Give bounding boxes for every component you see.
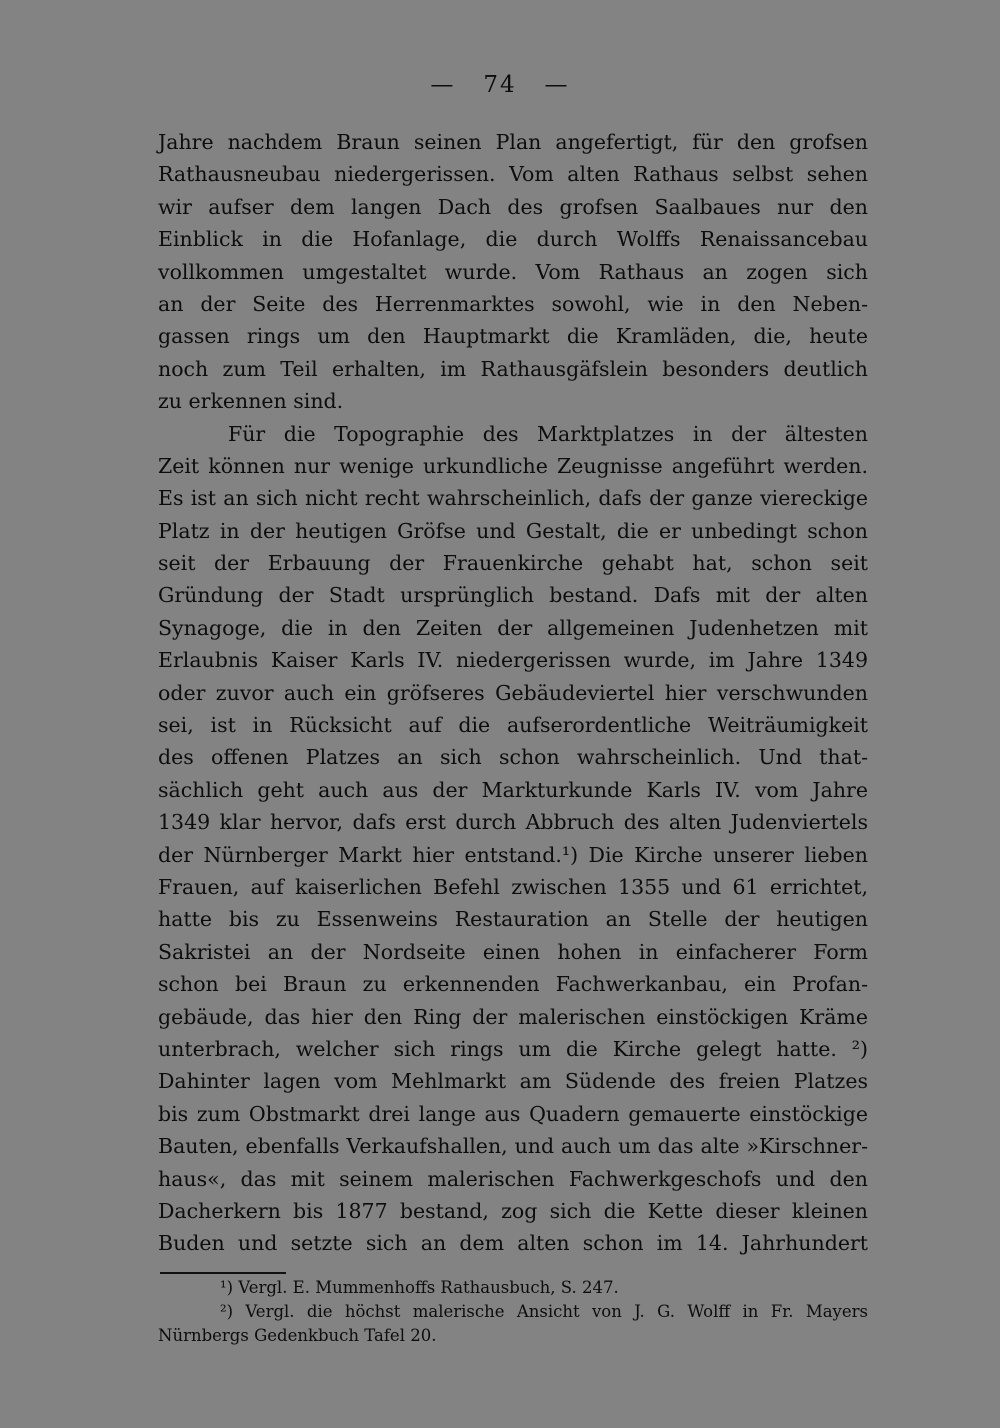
- footnote-line: Nürnbergs Gedenkbuch Tafel 20.: [158, 1326, 437, 1345]
- text-line: sei, ist in Rücksicht auf die aufserordentliche Weiträumigkeit: [158, 713, 868, 738]
- text-line: Dacherkern bis 1877 bestand, zog sich die Kette dieser kleinen: [158, 1198, 868, 1223]
- text-line: gebäude, das hier den Ring der malerischen einstöckigen Kräme: [158, 1004, 868, 1029]
- text-line: gassen rings um den Hauptmarkt die Kramläden, die, heute: [158, 324, 868, 349]
- body-text: [158, 126, 868, 1260]
- text-line: haus«, das mit seinem malerischen Fachwerkgeschofs und den: [158, 1166, 868, 1191]
- footnote-line: ¹) Vergl. E. Mummenhoffs Rathausbuch, S. 247.: [220, 1278, 619, 1297]
- text-line: Buden und setzte sich an dem alten schon im 14. Jahrhundert: [158, 1231, 868, 1256]
- page-number: — 74 —: [430, 72, 570, 98]
- text-line: zu erkennen sind.: [158, 389, 344, 414]
- text-line: Bauten, ebenfalls Verkaufshallen, und auch um das alte »Kirschner-: [158, 1134, 868, 1159]
- text-line: oder zuvor auch ein gröfseres Gebäudeviertel hier verschwunden: [158, 680, 868, 705]
- text-line: Zeit können nur wenige urkundliche Zeugnisse angeführt werden.: [158, 453, 868, 478]
- footnote-divider: [160, 1272, 286, 1274]
- text-line: noch zum Teil erhalten, im Rathausgäfslein besonders deutlich: [158, 356, 868, 381]
- text-line: Platz in der heutigen Gröfse und Gestalt, die er unbedingt schon: [158, 518, 868, 543]
- text-line: Sakristei an der Nordseite einen hohen in einfacherer Form: [158, 939, 868, 964]
- text-line: Erlaubnis Kaiser Karls IV. niedergerissen wurde, im Jahre 1349: [158, 648, 868, 673]
- text-line: schon bei Braun zu erkennenden Fachwerkanbau, ein Profan-: [158, 972, 868, 997]
- text-line: sächlich geht auch aus der Markturkunde Karls IV. vom Jahre: [158, 777, 868, 802]
- text-line: bis zum Obstmarkt drei lange aus Quadern gemauerte einstöckige: [158, 1101, 868, 1126]
- text-line: hatte bis zu Essenweins Restauration an Stelle der heutigen: [158, 907, 868, 932]
- text-line: Einblick in die Hofanlage, die durch Wolffs Renaissancebau: [158, 227, 868, 252]
- text-line: Gründung der Stadt ursprünglich bestand. Dafs mit der alten: [158, 583, 868, 608]
- text-line: wir aufser dem langen Dach des grofsen Saalbaues nur den: [158, 194, 868, 219]
- text-line: der Nürnberger Markt hier entstand.¹) Die Kirche unserer lieben: [158, 842, 868, 867]
- text-line: seit der Erbauung der Frauenkirche gehabt hat, schon seit: [158, 551, 868, 576]
- text-line: Synagoge, die in den Zeiten der allgemeinen Judenhetzen mit: [158, 615, 868, 640]
- text-line: des offenen Platzes an sich schon wahrscheinlich. Und that-: [158, 745, 868, 770]
- text-line: Für die Topographie des Marktplatzes in der ältesten: [228, 421, 868, 446]
- text-line: unterbrach, welcher sich rings um die Kirche gelegt hatte. ²): [158, 1036, 868, 1061]
- text-line: Frauen, auf kaiserlichen Befehl zwischen 1355 und 61 errichtet,: [158, 874, 868, 899]
- text-line: Rathausneubau niedergerissen. Vom alten Rathaus selbst sehen: [158, 162, 868, 187]
- text-line: an der Seite des Herrenmarktes sowohl, wie in den Neben-: [158, 291, 868, 316]
- text-line: Es ist an sich nicht recht wahrscheinlich, dafs der ganze viereckige: [158, 486, 868, 511]
- text-line: vollkommen umgestaltet wurde. Vom Rathaus an zogen sich: [158, 259, 868, 284]
- text-line: 1349 klar hervor, dafs erst durch Abbruch des alten Judenviertels: [158, 810, 868, 835]
- footnote-line: ²) Vergl. die höchst malerische Ansicht von J. G. Wolff in Fr. Mayers: [220, 1302, 868, 1321]
- footnotes: [158, 1276, 868, 1348]
- text-line: Jahre nachdem Braun seinen Plan angefertigt, für den grofsen: [158, 130, 868, 154]
- text-line: Dahinter lagen vom Mehlmarkt am Südende des freien Platzes: [158, 1069, 868, 1094]
